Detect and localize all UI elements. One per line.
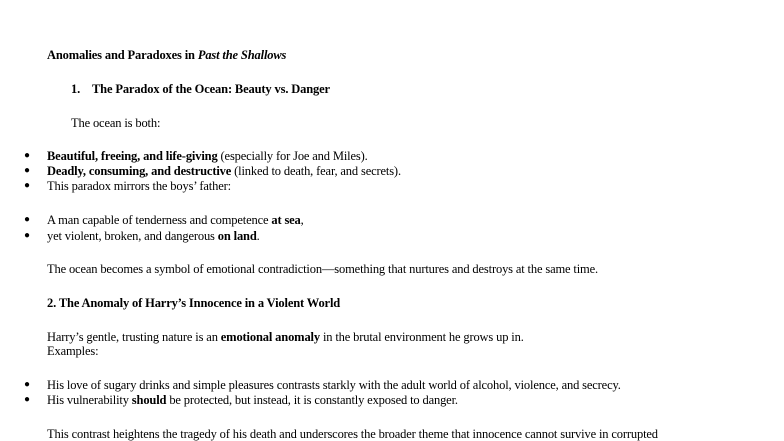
list-item: Deadly, consuming, and destructive (linked to death, fear, and secrets). [47,164,401,178]
examples-label: Examples: [47,344,99,358]
bullet-icon: ● [24,180,30,191]
list-item: His vulnerability should be protected, but instead, it is constantly exposed to danger. [47,393,458,407]
bullet-icon: ● [24,394,30,405]
section1-conclusion: The ocean becomes a symbol of emotional contradiction—something that nurtures and destroys at the same time. [47,262,599,276]
list-item: A man capable of tenderness and competence at sea, [47,213,304,227]
title-book-name: Past the Shallows [197,48,287,62]
list-item: His love of sugary drinks and simple pleasures contrasts starkly with the adult world of alcohol, violence, and secrecy. [47,378,621,392]
document-title [47,48,286,62]
bullet-icon: ● [24,214,30,225]
section1-heading: 1. The Paradox of the Ocean: Beauty vs. Danger [71,82,330,96]
bullet-icon: ● [24,230,30,241]
bullet-icon: ● [24,150,30,161]
bullet-icon: ● [24,379,30,390]
list-item: yet violent, broken, and dangerous on land. [47,229,260,243]
section1-intro: The ocean is both: [71,116,161,130]
bullet-icon: ● [24,165,30,176]
section2-conclusion: This contrast heightens the tragedy of his death and underscores the broader theme that innocence cannot survive in corrupted [47,427,658,441]
title-prefix: Anomalies and Paradoxes in [47,48,198,62]
list-item: This paradox mirrors the boys’ father: [47,179,231,193]
section2-intro: Harry’s gentle, trusting nature is an emotional anomaly in the brutal environment he grows up in. [47,330,524,344]
section2-heading: 2. The Anomaly of Harry’s Innocence in a Violent World [47,296,341,310]
list-item: Beautiful, freeing, and life-giving (especially for Joe and Miles). [47,149,368,163]
